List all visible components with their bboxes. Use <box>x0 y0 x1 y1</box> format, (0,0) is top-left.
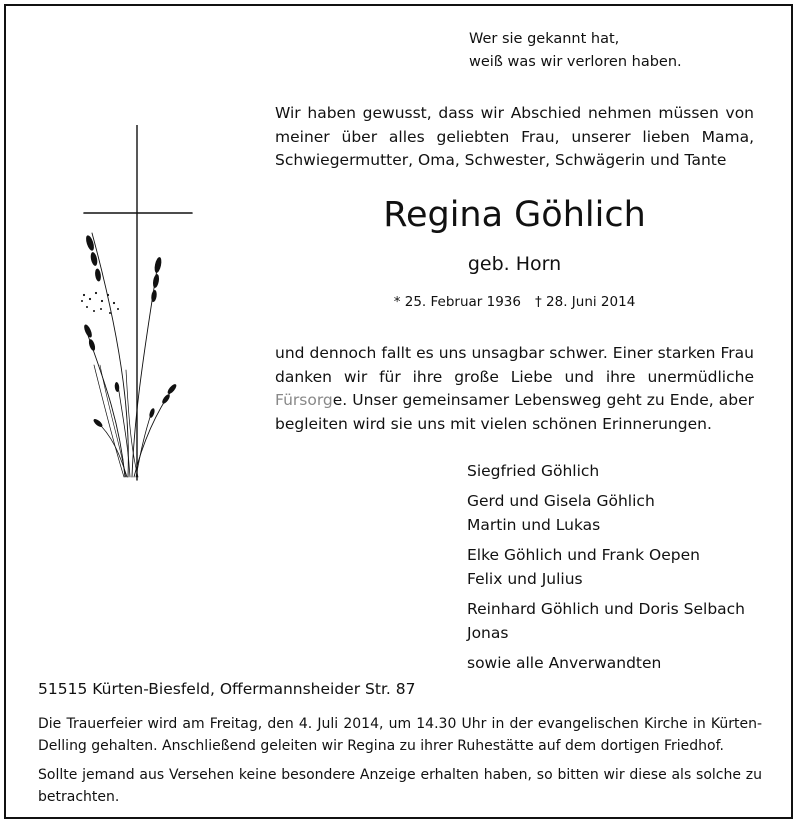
tribute-highlight: Fürsorg <box>275 391 333 409</box>
family-group <box>467 597 745 645</box>
cross-with-wheat-icon <box>70 125 200 485</box>
family-line: Martin und Lukas <box>467 516 601 534</box>
tribute-paragraph <box>275 342 754 436</box>
family-line: Reinhard Göhlich und Doris Selbach <box>467 600 746 618</box>
birth-date: * 25. Februar 1936 <box>393 294 521 310</box>
tribute-text-2: e. Unser gemeinsamer Lebensweg geht zu Ende, aber begleiten wird sie uns mit vielen schönen Erinnerungen. <box>275 391 754 433</box>
family-group <box>467 459 745 483</box>
family-line: sowie alle Anverwandten <box>467 654 662 672</box>
family-list <box>467 459 745 681</box>
family-address: 51515 Kürten-Biesfeld, Offermannsheider Str. 87 <box>38 680 416 698</box>
funeral-notice: Die Trauerfeier wird am Freitag, den 4. Juli 2014, um 14.30 Uhr in der evangelischen Kirche in Kürten-Delling gehalten. Anschließend geleiten wir Regina zu ihrer Ruhestätte auf dem dortigen Friedhof. <box>38 716 762 754</box>
life-dates <box>275 293 754 311</box>
family-line: Felix und Julius <box>467 570 583 588</box>
family-line: Jonas <box>467 624 509 642</box>
deceased-name: Regina Göhlich <box>383 195 646 235</box>
memorial-quote <box>469 28 682 74</box>
quote-line-2: weiß was wir verloren haben. <box>469 54 682 70</box>
maiden-name: geb. Horn <box>467 253 562 275</box>
apology-notice: Sollte jemand aus Versehen keine besondere Anzeige erhalten haben, so bitten wir diese als solche zu betrachten. <box>38 767 762 805</box>
family-line: Elke Göhlich und Frank Oepen <box>467 546 700 564</box>
family-group <box>467 543 745 591</box>
family-group <box>467 489 745 537</box>
death-date: † 28. Juni 2014 <box>534 294 636 310</box>
quote-line-1: Wer sie gekannt hat, <box>469 31 620 47</box>
intro-paragraph: Wir haben gewusst, dass wir Abschied nehmen müssen von meiner über alles geliebten Frau, unserer lieben Mama, Schwiegermutter, Oma, Schwester, Schwägerin und Tante <box>275 104 754 169</box>
tribute-text-1: und dennoch fallt es uns unsagbar schwer. Einer starken Frau danken wir für ihre große Liebe und ihre unermüdliche <box>275 344 754 386</box>
family-line: Gerd und Gisela Göhlich <box>467 492 655 510</box>
family-group <box>467 651 745 675</box>
family-line: Siegfried Göhlich <box>467 462 600 480</box>
